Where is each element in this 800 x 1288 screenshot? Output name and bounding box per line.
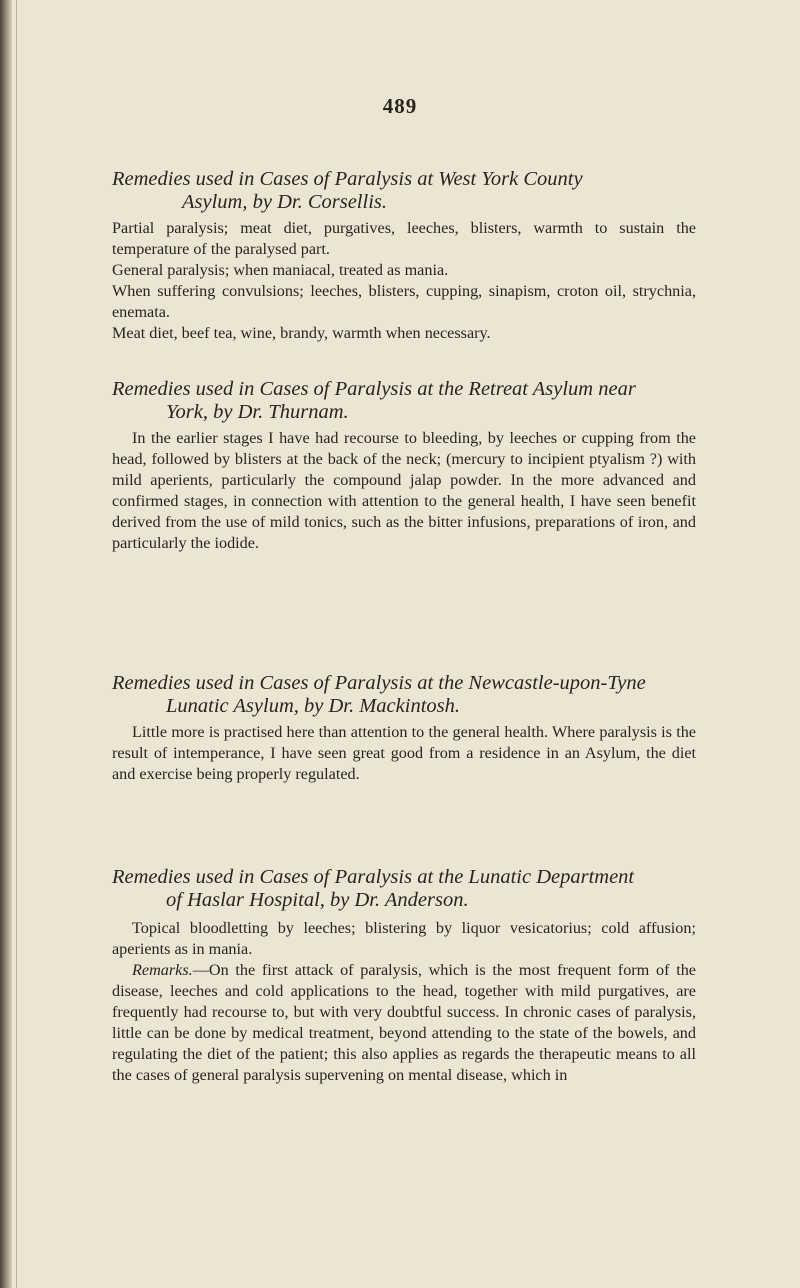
- section-heading: [112, 378, 696, 424]
- paragraph: Little more is practised here than attention to the general health. Where paralysis is the result of intemperance, I have seen great good from a residence in an Asylum, the diet and exercise being properly regulated.: [112, 723, 696, 783]
- section-newcastle-asylum: [112, 672, 696, 785]
- heading-line-1: Remedies used in Cases of Paralysis at the Lunatic Department: [112, 866, 635, 888]
- heading-line-1: Remedies used in Cases of Paralysis at the Retreat Asylum near: [112, 378, 636, 400]
- paragraph: General paralysis; when maniacal, treated as mania.: [112, 261, 449, 279]
- paragraph: Partial paralysis; meat diet, purgatives, leeches, blisters, warmth to sustain the temperature of the paralysed part.: [112, 219, 696, 258]
- section-retreat-asylum: [112, 378, 696, 554]
- section-west-york: [112, 168, 696, 344]
- heading-line-2: York, by Dr. Thurnam.: [166, 401, 349, 423]
- heading-line-2: Lunatic Asylum, by Dr. Mackintosh.: [166, 695, 460, 717]
- section-heading: [112, 866, 696, 912]
- book-spine-shadow: [0, 0, 12, 1288]
- paragraph: When suffering convulsions; leeches, blisters, cupping, sinapism, croton oil, strychnia, enemata.: [112, 282, 696, 321]
- paragraph: In the earlier stages I have had recourse to bleeding, by leeches or cupping from the head, followed by blisters at the back of the neck; (mercury to incipient ptyalism ?) with mild aperients, particularly the compound jalap powder. In the more advanced and confirmed stages, in connection with attention to the general health, I have seen benefit derived from the use of mild tonics, such as the bitter infusions, preparations of iron, and particularly the iodide.: [112, 429, 696, 552]
- section-heading: [112, 672, 696, 718]
- heading-line-2: Asylum, by Dr. Corsellis.: [182, 191, 387, 213]
- paragraph: Topical bloodletting by leeches; blistering by liquor vesicatorius; cold affusion; aperients as in mania.: [112, 919, 696, 958]
- remarks-text: —On the first attack of paralysis, which is the most frequent form of the disease, leeches and cold applications to the head, together with mild purgatives, are frequently had recourse to, but with very doubtful success. In chronic cases of paralysis, little can be done by medical treatment, beyond attending to the state of the bowels, and regulating the diet of the patient; this also applies as regards the therapeutic means to all the cases of general paralysis supervening on mental disease, which in: [112, 961, 696, 1084]
- heading-line-1: Remedies used in Cases of Paralysis at the Newcastle-upon-Tyne: [112, 672, 646, 694]
- page-gutter-line: [16, 0, 17, 1288]
- page-number: 489: [382, 94, 418, 118]
- heading-line-1: Remedies used in Cases of Paralysis at West York County: [112, 168, 583, 190]
- paragraph: Meat diet, beef tea, wine, brandy, warmth when necessary.: [112, 324, 491, 342]
- remarks-label: Remarks.: [132, 961, 193, 979]
- heading-line-2: of Haslar Hospital, by Dr. Anderson.: [166, 889, 469, 911]
- section-heading: [112, 168, 696, 214]
- section-haslar-hospital: [112, 866, 696, 1086]
- remarks-paragraph: [112, 960, 696, 1086]
